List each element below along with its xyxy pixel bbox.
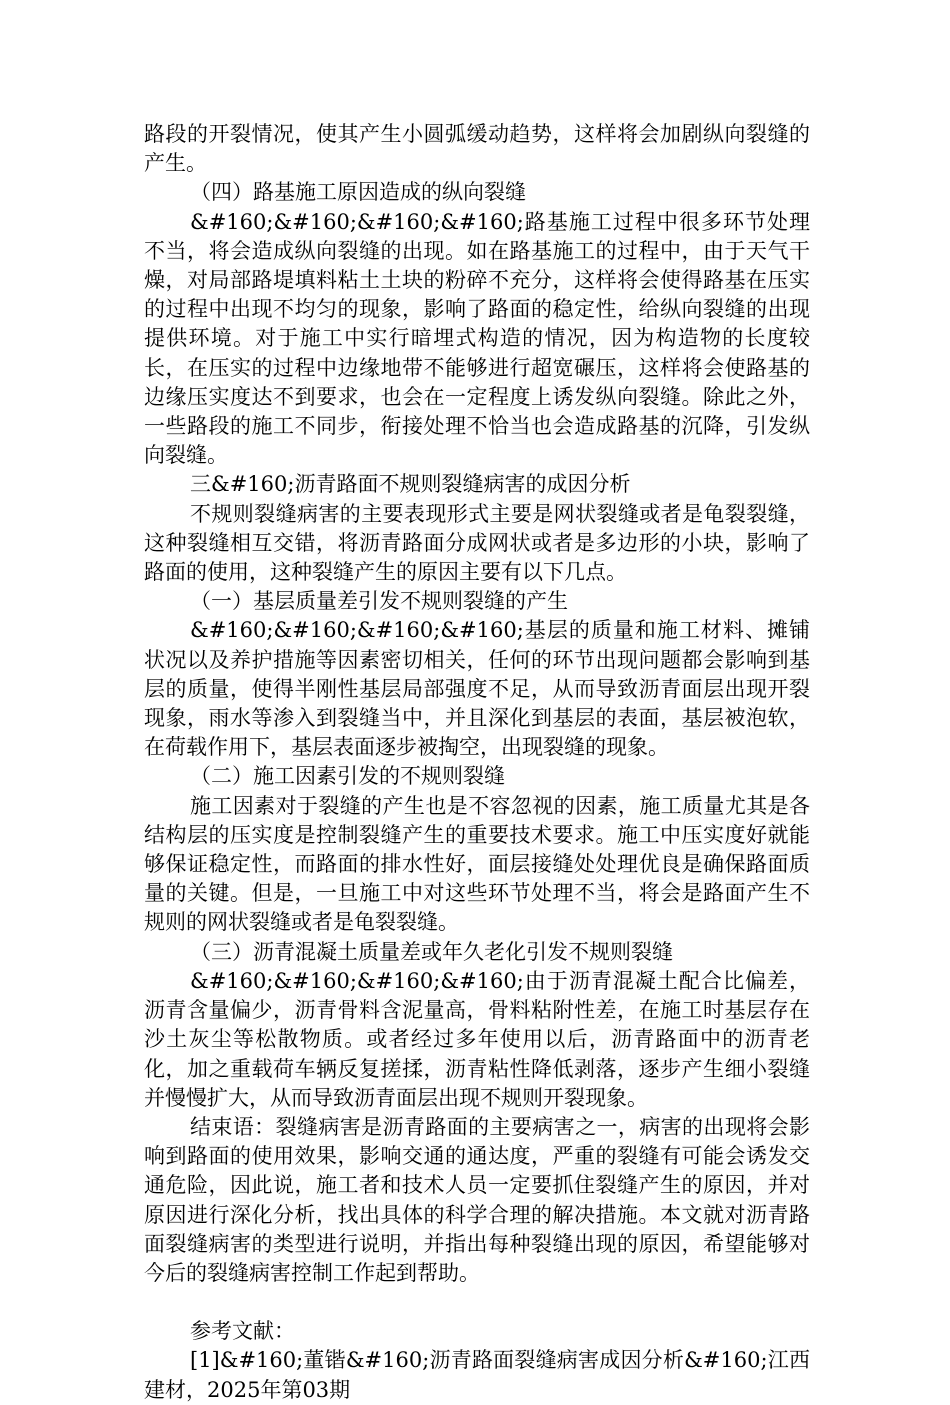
subsection-heading-1: （一）基层质量差引发不规则裂缝的产生 xyxy=(190,589,568,614)
paragraph-construction-factors: 施工因素对于裂缝的产生也是不容忽视的因素，施工质量尤其是各结构层的压实度是控制裂缝产生的重要技术要求。施工中压实度好就能够保证稳定性，而路面的排水性好，面层接缝处处理优良是确保路面质量的关键。但是，一旦施工中对这些环节处理不当，将会是路面产生不规则的网状裂缝或者是龟裂裂缝。 xyxy=(144,793,810,935)
subsection-heading-2: （二）施工因素引发的不规则裂缝 xyxy=(190,764,505,789)
blank-line xyxy=(144,1288,810,1317)
paragraph-asphalt-aging: &#160;&#160;&#160;&#160;由于沥青混凝土配合比偏差，沥青含量偏少，沥青骨料含泥量高，骨料粘附性差，在施工时基层存在沙土灰尘等松散物质。或者经过多年使用以后，沥青路面中的沥青老化，加之重载荷车辆反复搓揉，沥青粘性降低剥落，逐步产生细小裂缝并慢慢扩大，从而导致沥青面层出现不规则开裂现象。 xyxy=(144,968,810,1110)
paragraph-conclusion: 结束语：裂缝病害是沥青路面的主要病害之一，病害的出现将会影响到路面的使用效果，影响交通的通达度，严重的裂缝有可能会诱发交通危险，因此说，施工者和技术人员一定要抓住裂缝产生的原因，并对原因进行深化分析，找出具体的科学合理的解决措施。本文就对沥青路面裂缝病害的类型进行说明，并指出每种裂缝出现的原因，希望能够对今后的裂缝病害控制工作起到帮助。 xyxy=(144,1114,810,1285)
paragraph-irregular-cracks: 不规则裂缝病害的主要表现形式主要是网状裂缝或者是龟裂裂缝，这种裂缝相互交错，将沥青路面分成网状或者是多边形的小块，影响了路面的使用，这种裂缝产生的原因主要有以下几点。 xyxy=(144,501,810,585)
subsection-heading-3: （三）沥青混凝土质量差或年久老化引发不规则裂缝 xyxy=(190,939,673,964)
document-body xyxy=(144,120,810,1405)
paragraph-base-quality: &#160;&#160;&#160;&#160;基层的质量和施工材料、摊铺状况以及养护措施等因素密切相关，任何的环节出现问题都会影响到基层的质量，使得半刚性基层局部强度不足，从而导致沥青面层出现开裂现象，雨水等渗入到裂缝当中，并且深化到基层的表面，基层被泡软，在荷载作用下，基层表面逐步被掏空，出现裂缝的现象。 xyxy=(144,618,810,760)
reference-item-1: [1]&#160;董锴&#160;沥青路面裂缝病害成因分析&#160;江西建材，2025年第03期 xyxy=(144,1348,810,1402)
paragraph-continuation: 路段的开裂情况，使其产生小圆弧缓动趋势，这样将会加剧纵向裂缝的产生。 xyxy=(144,122,810,176)
section-heading-3: 三&#160;沥青路面不规则裂缝病害的成因分析 xyxy=(190,472,631,497)
section-heading-4: （四）路基施工原因造成的纵向裂缝 xyxy=(190,180,526,205)
paragraph-roadbed-construction: &#160;&#160;&#160;&#160;路基施工过程中很多环节处理不当，将会造成纵向裂缝的出现。如在路基施工的过程中，由于天气干燥，对局部路堤填料粘土土块的粉碎不充分，这样将会使得路基在压实的过程中出现不均匀的现象，影响了路面的稳定性，给纵向裂缝的出现提供环境。对于施工中实行暗埋式构造的情况，因为构造物的长度较长，在压实的过程中边缘地带不能够进行超宽碾压，这样将会使路基的边缘压实度达不到要求，也会在一定程度上诱发纵向裂缝。除此之外，一些路段的施工不同步，衔接处理不恰当也会造成路基的沉降，引发纵向裂缝。 xyxy=(144,209,810,468)
references-heading: 参考文献： xyxy=(190,1319,295,1344)
